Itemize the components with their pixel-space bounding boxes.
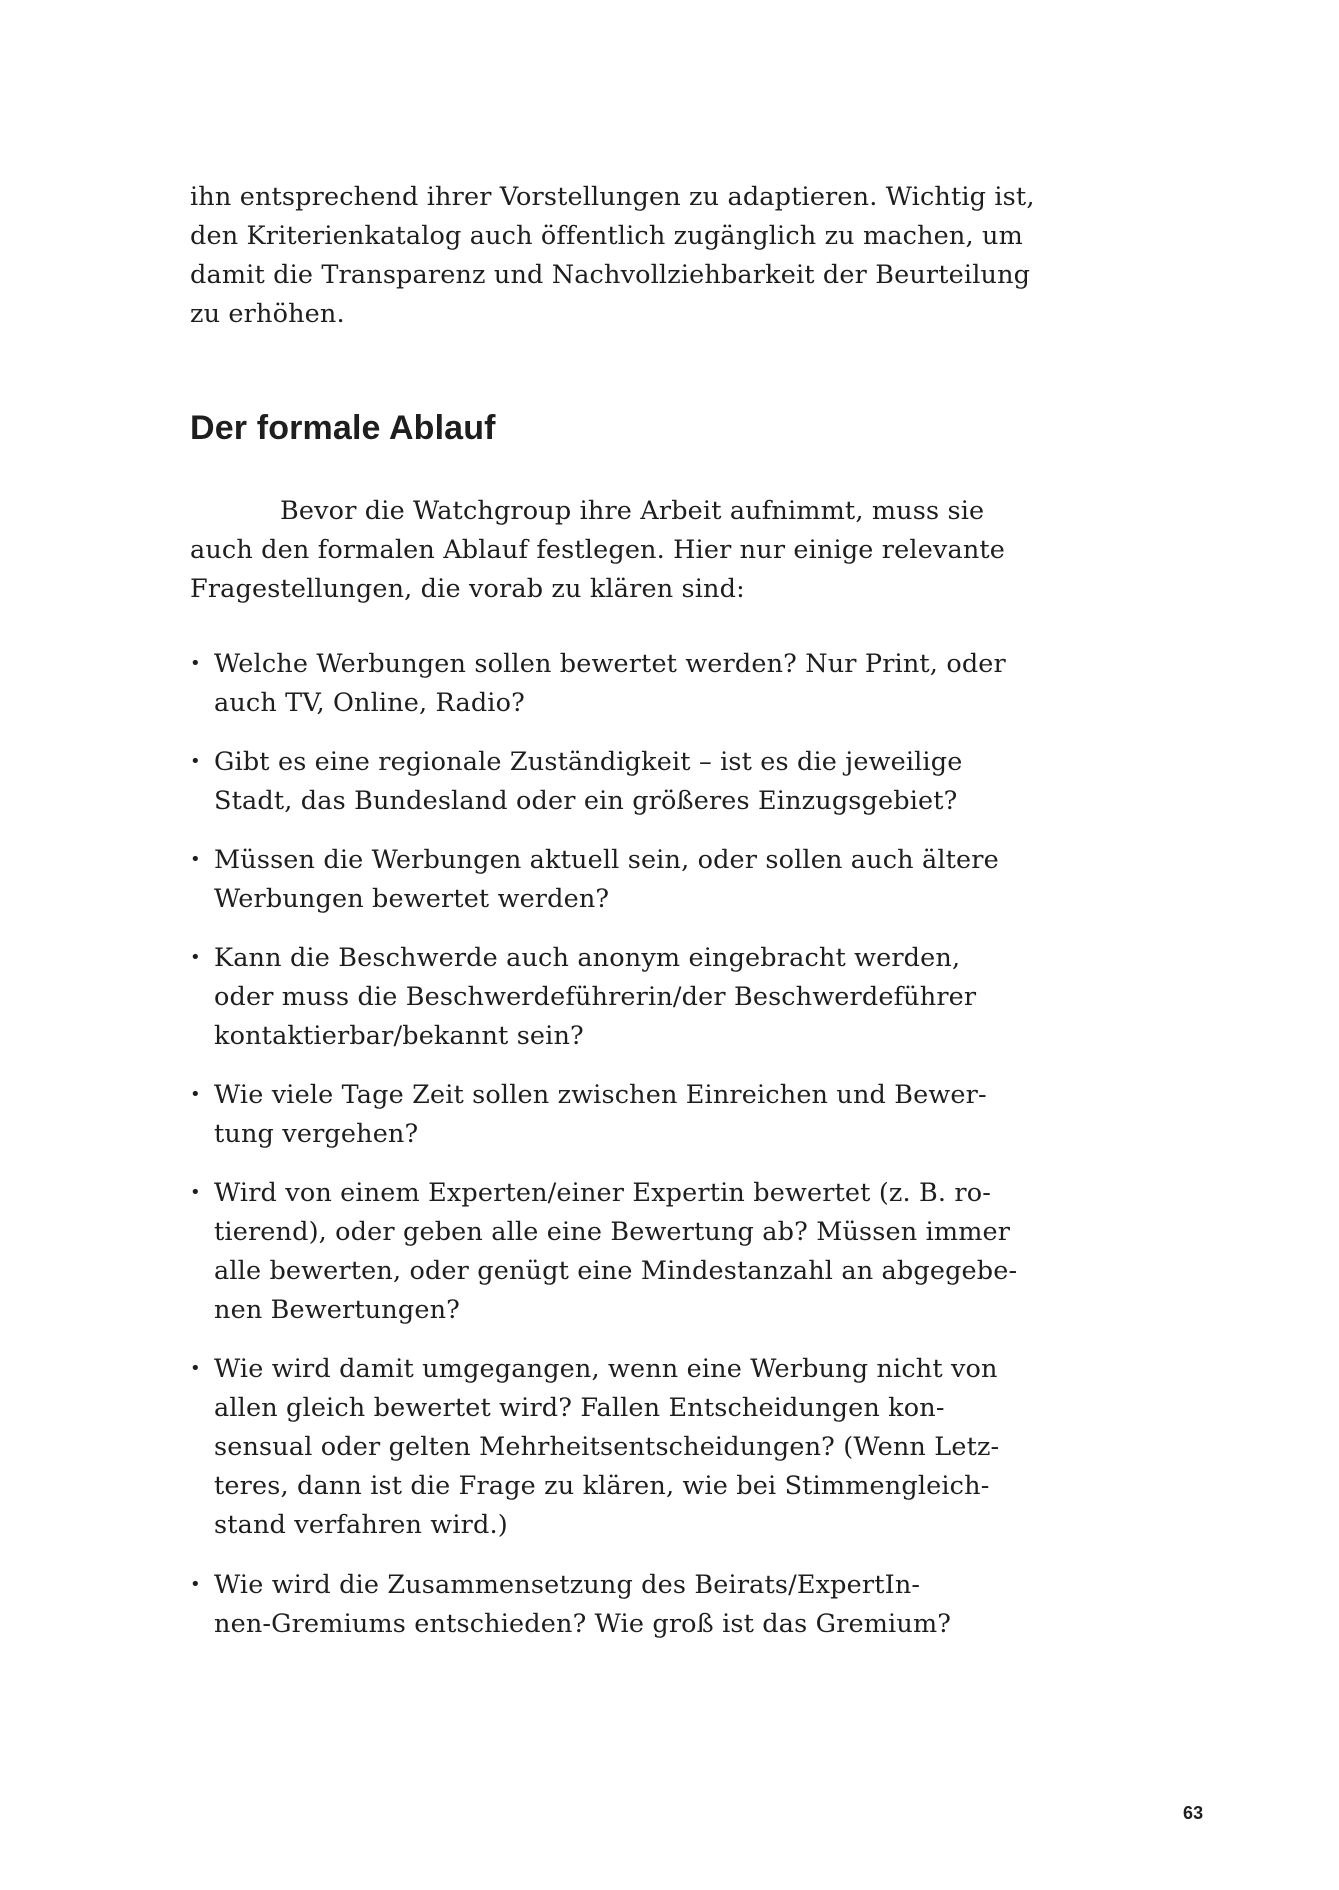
list-item-line: auch TV, Online, Radio? [214,688,525,718]
bullet-marker: • [190,1358,201,1379]
list-item-line: kontaktierbar/bekannt sein? [214,1021,584,1051]
text-line: auch den formalen Ablauf festlegen. Hier nur einige relevante [190,535,1006,565]
list-item-line: nen Bewertungen? [214,1295,460,1325]
list-item-line: Wird von einem Experten/einer Expertin bewertet (z. B. ro- [214,1178,992,1208]
list-item-line: Wie wird damit umgegangen, wenn eine Werbung nicht von [214,1354,998,1384]
section-heading: Der formale Ablauf [190,409,496,447]
text-line: damit die Transparenz und Nachvollziehbarkeit der Beurteilung [190,260,1031,290]
text-line: ihn entsprechend ihrer Vorstellungen zu adaptieren. Wichtig ist, [190,182,1035,212]
list-item-line: Gibt es eine regionale Zuständigkeit – ist es die jeweilige [214,747,963,777]
list-item-line: Wie viele Tage Zeit sollen zwischen Einreichen und Bewer- [214,1080,987,1110]
list-item-line: sensual oder gelten Mehrheitsentscheidungen? (Wenn Letz- [214,1432,1000,1462]
list-item-line: Kann die Beschwerde auch anonym eingebracht werden, [214,943,961,973]
list-item-line: stand verfahren wird.) [214,1510,508,1540]
list-item-line: tierend), oder geben alle eine Bewertung ab? Müssen immer [214,1217,1011,1247]
list-item-line: Stadt, das Bundesland oder ein größeres Einzugsgebiet? [214,786,958,816]
list-item-line: Wie wird die Zusammensetzung des Beirats/ExpertIn- [214,1570,921,1600]
list-item-line: oder muss die Beschwerdeführerin/der Beschwerdeführer [214,982,977,1012]
text-line: zu erhöhen. [190,299,345,329]
list-item-line: teres, dann ist die Frage zu klären, wie bei Stimmengleich- [214,1471,990,1501]
text-line: Fragestellungen, die vorab zu klären sind: [190,574,745,604]
bullet-marker: • [190,1182,201,1203]
list-item-line: Müssen die Werbungen aktuell sein, oder sollen auch ältere [214,845,999,875]
page-number: 63 [1183,1803,1204,1823]
bullet-marker: • [190,1084,201,1105]
list-item-line: Werbungen bewertet werden? [214,884,610,914]
bullet-marker: • [190,1574,201,1595]
text-line: den Kriterienkatalog auch öffentlich zugänglich zu machen, um [190,221,1023,251]
list-item-line: Welche Werbungen sollen bewertet werden? Nur Print, oder [214,649,1006,679]
bullet-marker: • [190,751,201,772]
list-item-line: tung vergehen? [214,1119,419,1149]
bullet-marker: • [190,849,201,870]
text-line: Bevor die Watchgroup ihre Arbeit aufnimmt, muss sie [280,496,985,526]
bullet-marker: • [190,653,201,674]
list-item-line: nen-Gremiums entschieden? Wie groß ist das Gremium? [214,1609,952,1639]
bullet-marker: • [190,947,201,968]
list-item-line: alle bewerten, oder genügt eine Mindestanzahl an abgegebe- [214,1256,1018,1286]
list-item-line: allen gleich bewertet wird? Fallen Entscheidungen kon- [214,1393,945,1423]
